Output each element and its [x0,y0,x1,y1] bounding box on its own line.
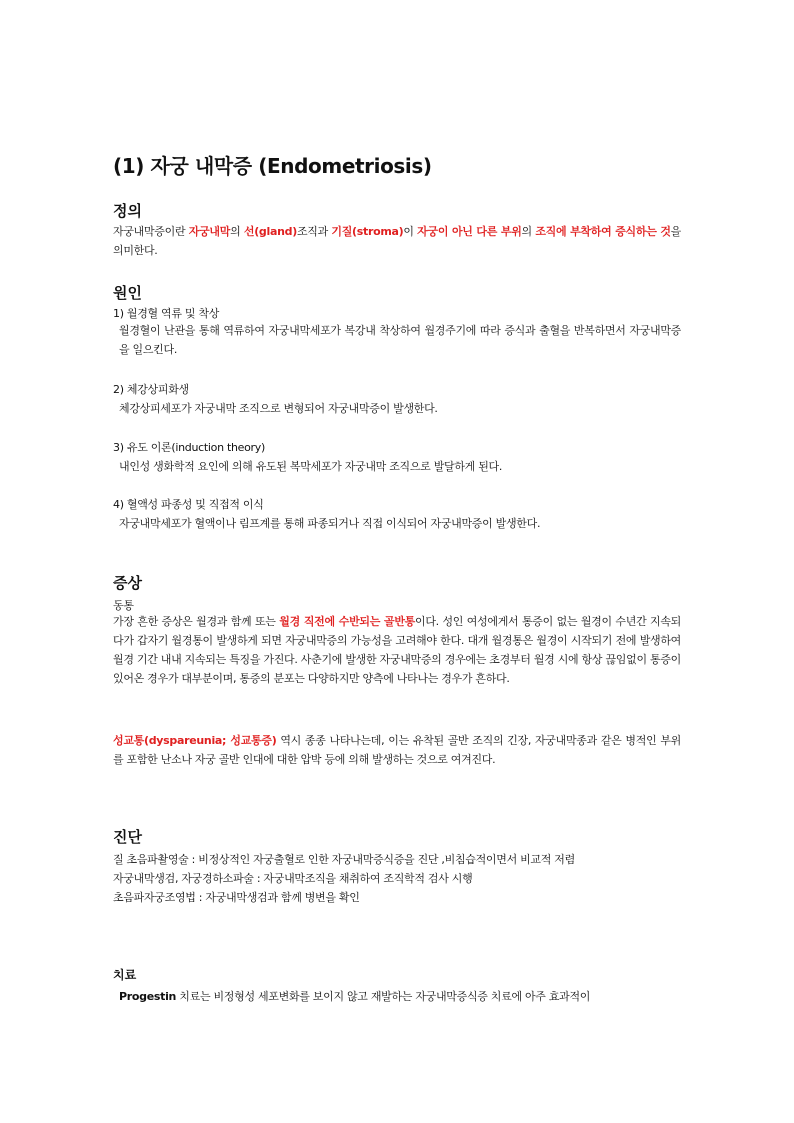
diagnosis-line: 초음파자궁조영법 : 자궁내막생검과 함께 병변을 확인 [113,891,360,904]
symptom-text: 가장 흔한 증상은 월경과 함께 또는 [113,615,280,628]
highlight-pelvic-pain: 월경 직전에 수반되는 골반통 [279,615,416,628]
treatment-text: 치료는 비정형성 세포변화를 보이지 않고 재발하는 자궁내막증식증 치료에 아주 효과적이 [176,990,591,1003]
cause-item-title: 1) 월경혈 역류 및 착상 [113,307,220,320]
diagnosis-line: 질 초음파촬영술 : 비정상적인 자궁출혈로 인한 자궁내막증식증을 진단 ,비침습적이면서 비교적 저렴 [113,853,575,866]
cause-item-title: 2) 체강상피화생 [113,383,189,396]
cause-item-title: 3) 유도 이론(induction theory) [113,441,265,454]
cause-item-body: 체강상피세포가 자궁내막 조직으로 변형되어 자궁내막증이 발생한다. [119,402,438,415]
definition-text: 조직과 [296,225,332,238]
highlight-stroma: 기질(stroma) [331,225,404,238]
highlight-other-site: 자궁이 아닌 다른 부위 [417,225,522,238]
treatment-heading: 치료 [113,968,137,982]
definition-text: 자궁내막증이란 [113,225,189,238]
definition-text: 을 의미한다. [113,225,681,257]
highlight-dyspareunia: 성교통(dyspareunia; 성교통증) [113,734,277,747]
highlight-endometrium: 자궁내막 [188,225,231,238]
cause-item-body: 내인성 생화학적 요인에 의해 유도된 복막세포가 자궁내막 조직으로 발달하게 된다. [119,460,503,473]
diagnosis-heading: 진단 [113,828,142,846]
definition-paragraph [113,222,681,260]
symptom-text: 이다. 성인 여성에게서 통증이 없는 월경이 수년간 지속되다가 갑자기 월경통이 발생하게 되면 자궁내막증의 가능성을 고려해야 한다. 대개 월경통은 월경이 시작되기 전에 발생하여 월경 기간 내내 지속되는 특징을 가진다. 사춘기에 발생한 자궁내막증의 경우에는 초경부터 월경 시에 항상 끊임없이 통증이 있어온 경우가 대부분이며, 통증의 분포는 다양하지만 양측에 나타나는 경우가 흔하다. [113,615,682,685]
definition-text: 의 [521,225,536,238]
cause-item-title: 4) 혈액성 파종성 및 직접적 이식 [113,498,264,511]
document-title: (1) 자궁 내막증 (Endometriosis) [113,154,432,178]
symptom-heading: 증상 [113,574,142,592]
cause-item-body: 자궁내막세포가 혈액이나 림프계를 통해 파종되거나 직접 이식되어 자궁내막증이 발생한다. [119,517,541,530]
progestin-term: Progestin [119,990,177,1003]
cause-item-body: 월경혈이 난관을 통해 역류하여 자궁내막세포가 복강내 착상하여 월경주기에 따라 증식과 출혈을 반복하면서 자궁내막증을 일으킨다. [119,324,681,356]
diagnosis-line: 자궁내막생검, 자궁경하소파술 : 자궁내막조직을 채취하여 조직학적 검사 시행 [113,872,473,885]
definition-text: 이 [403,225,418,238]
symptom-subheading: 동통 [113,599,134,612]
highlight-attach-proliferate: 조직에 부착하여 증식하는 것 [535,225,671,238]
symptom-text: 역시 종종 나타나는데, 이는 유착된 골반 조직의 긴장, 자궁내막종과 같은 병적인 부위를 포함한 난소나 자궁 골반 인대에 대한 압박 등에 의해 발생하는 것으로 여겨진다. [113,734,681,766]
symptom-paragraph-pain [113,612,681,688]
highlight-gland: 선(gland) [243,225,297,238]
definition-heading: 정의 [113,202,142,220]
symptom-paragraph-dyspareunia [113,731,681,769]
cause-heading: 원인 [113,284,142,302]
definition-text: 의 [230,225,244,238]
treatment-paragraph [119,988,590,1004]
